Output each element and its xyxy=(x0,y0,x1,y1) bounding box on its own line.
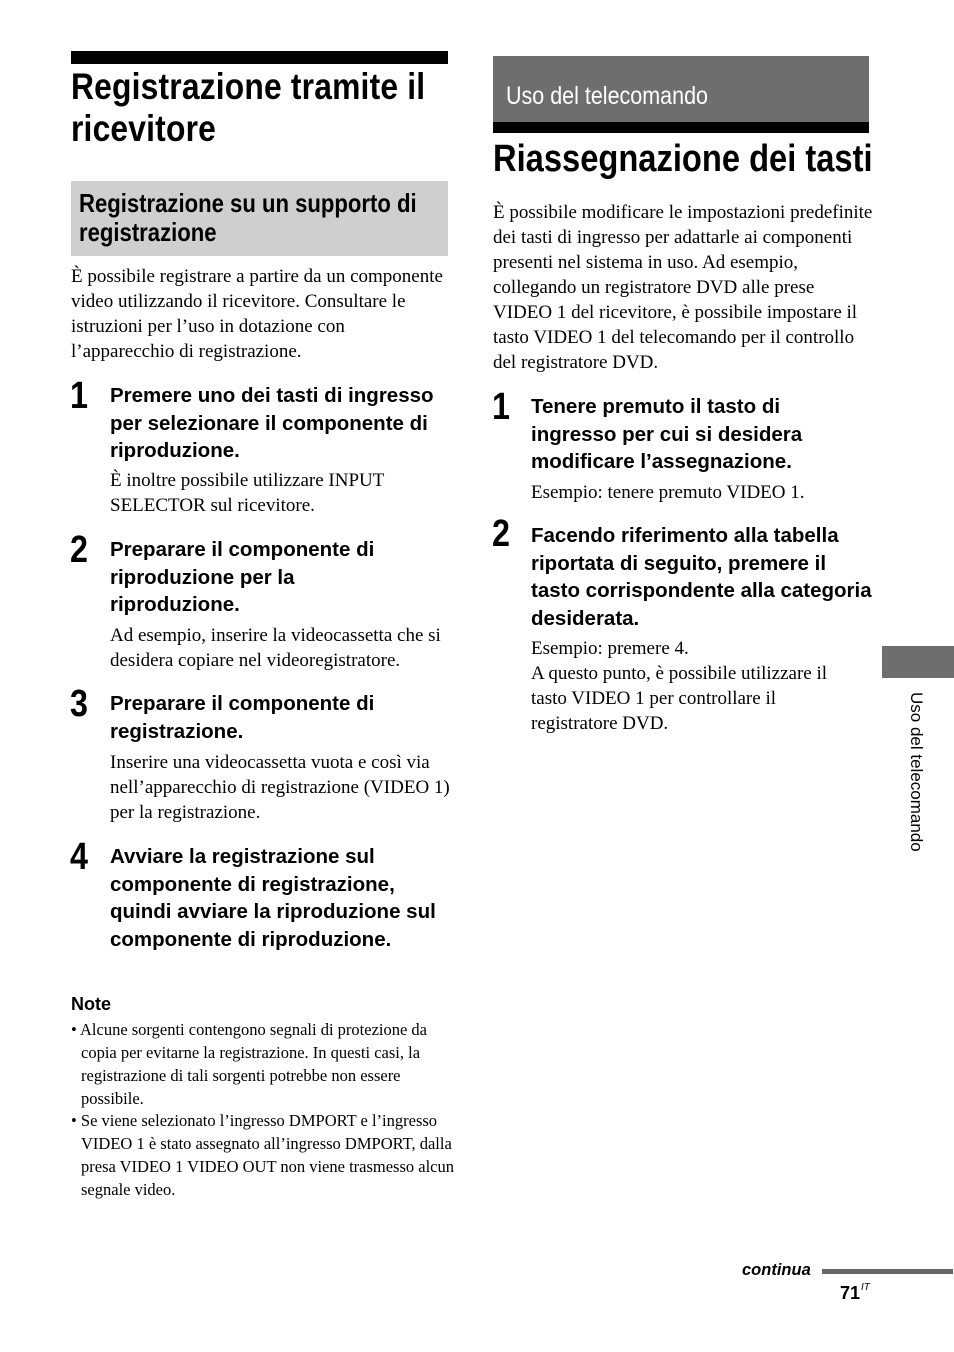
section-intro: È possibile modificare le impostazioni predefinite dei tasti di ingresso per adattarle ai componenti presenti nel sistema in uso. Ad esempio, collegando un registratore DVD alle prese VIDEO 1 del ricevitore, è possibile impostare il tasto VIDEO 1 del telecomando per il controllo del registratore DVD. xyxy=(493,202,873,373)
title-rule xyxy=(71,51,448,64)
page-title: Registrazione tramite il ricevitore xyxy=(71,66,426,149)
step-heading: Preparare il componente di registrazione. xyxy=(110,692,375,743)
step-heading: Preparare il componente di riproduzione per la riproduzione. xyxy=(110,538,375,616)
step-number: 1 xyxy=(492,386,510,428)
step-body: Esempio: tenere premuto VIDEO 1. xyxy=(531,482,805,503)
note-item: • Alcune sorgenti contengono segnali di protezione da copia per evitarne la registrazione. In questi casi, la registrazione di tali sorgenti potrebbe non essere possibile. xyxy=(71,1020,428,1108)
side-tab-marker xyxy=(882,646,954,678)
step-number: 1 xyxy=(70,375,88,417)
note-title: Note xyxy=(71,994,111,1014)
chapter-rule xyxy=(493,122,869,133)
section-intro: È possibile registrare a partire da un componente video utilizzando il ricevitore. Consultare le istruzioni per l’uso in dotazione con l’apparecchio di registrazione. xyxy=(71,266,443,362)
step-heading: Facendo riferimento alla tabella riportata di seguito, premere il tasto corrispondente alla categoria desiderata. xyxy=(531,524,872,630)
section-title: Registrazione su un supporto di registrazione xyxy=(79,188,417,247)
step-body: Inserire una videocassetta vuota e così via nell’apparecchio di registrazione (VIDEO 1) per la registrazione. xyxy=(110,752,450,823)
step-heading: Tenere premuto il tasto di ingresso per cui si desidera modificare l’assegnazione. xyxy=(531,395,803,473)
step-number: 4 xyxy=(70,836,88,878)
page-suffix: IT xyxy=(861,1282,870,1293)
step-body: Esempio: premere 4. xyxy=(531,638,689,659)
step-number: 3 xyxy=(70,683,88,725)
page-number-value: 71 xyxy=(840,1283,861,1303)
continue-rule xyxy=(822,1269,953,1274)
step-heading: Avviare la registrazione sul componente di registrazione, quindi avviare la riproduzione sul componente di riproduzione. xyxy=(110,845,436,951)
step-body: A questo punto, è possibile utilizzare il tasto VIDEO 1 per controllare il registratore DVD. xyxy=(531,663,828,734)
continue-label: continua xyxy=(742,1261,811,1279)
note-item: • Se viene selezionato l’ingresso DMPORT e l’ingresso VIDEO 1 è stato assegnato all’ingresso DMPORT, dalla presa VIDEO 1 VIDEO OUT non viene trasmesso alcun segnale video. xyxy=(71,1111,455,1199)
page-number xyxy=(840,1283,870,1304)
chapter-title: Uso del telecomando xyxy=(506,82,708,110)
step-number: 2 xyxy=(492,513,510,555)
step-number: 2 xyxy=(70,529,88,571)
step-heading: Premere uno dei tasti di ingresso per selezionare il componente di riproduzione. xyxy=(110,384,434,462)
step-body: Ad esempio, inserire la videocassetta che si desidera copiare nel videoregistratore. xyxy=(110,625,441,671)
side-tab-label: Uso del telecomando xyxy=(907,692,926,852)
step-body: È inoltre possibile utilizzare INPUT SELECTOR sul ricevitore. xyxy=(110,470,385,516)
section-heading: Riassegnazione dei tasti xyxy=(493,138,873,180)
